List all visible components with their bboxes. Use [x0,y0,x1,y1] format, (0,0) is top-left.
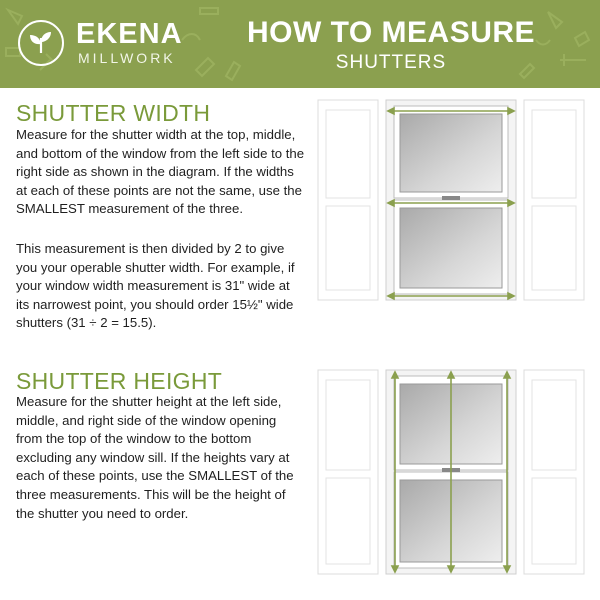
brand-name: EKENA [76,18,183,50]
shutter-height-paragraph-1: Measure for the shutter height at the left side, middle, and right side of the window opening from the top of the window to the bottom excluding any window sill. If the heights vary at each of these points, use the SMALLEST of the three measurements. This will be the height of the shutter you need to order. [16,394,294,521]
right-shutter [524,370,584,574]
shutter-width-paragraph-2: This measurement is then divided by 2 to give you your operable shutter width. For example, if your window width measurement is 31" wide at its narrowest point, you should order 15½" wide shutters (31 ÷ 2 = 15.5). [16,241,295,331]
header-banner [0,0,600,88]
page-subtitle: SHUTTERS [335,52,447,73]
width-diagram [316,96,586,306]
logo-badge [18,20,64,66]
window [386,100,516,300]
shutter-width-heading: SHUTTER WIDTH [16,100,211,126]
shutter-width-paragraph-1: Measure for the shutter width at the top, middle, and bottom of the window from the left side to the right side as shown in the diagram. If the widths at each of these points are not the same, use the SMALLEST measurement of the three. [16,127,305,217]
brand-subtitle: MILLWORK [78,50,176,66]
page-title: HOW TO MEASURE [246,16,536,49]
leaf-icon [20,22,62,64]
left-shutter [318,370,378,574]
height-diagram [316,366,586,578]
left-shutter [318,100,378,300]
right-shutter [524,100,584,300]
shutter-height-heading: SHUTTER HEIGHT [16,368,223,394]
